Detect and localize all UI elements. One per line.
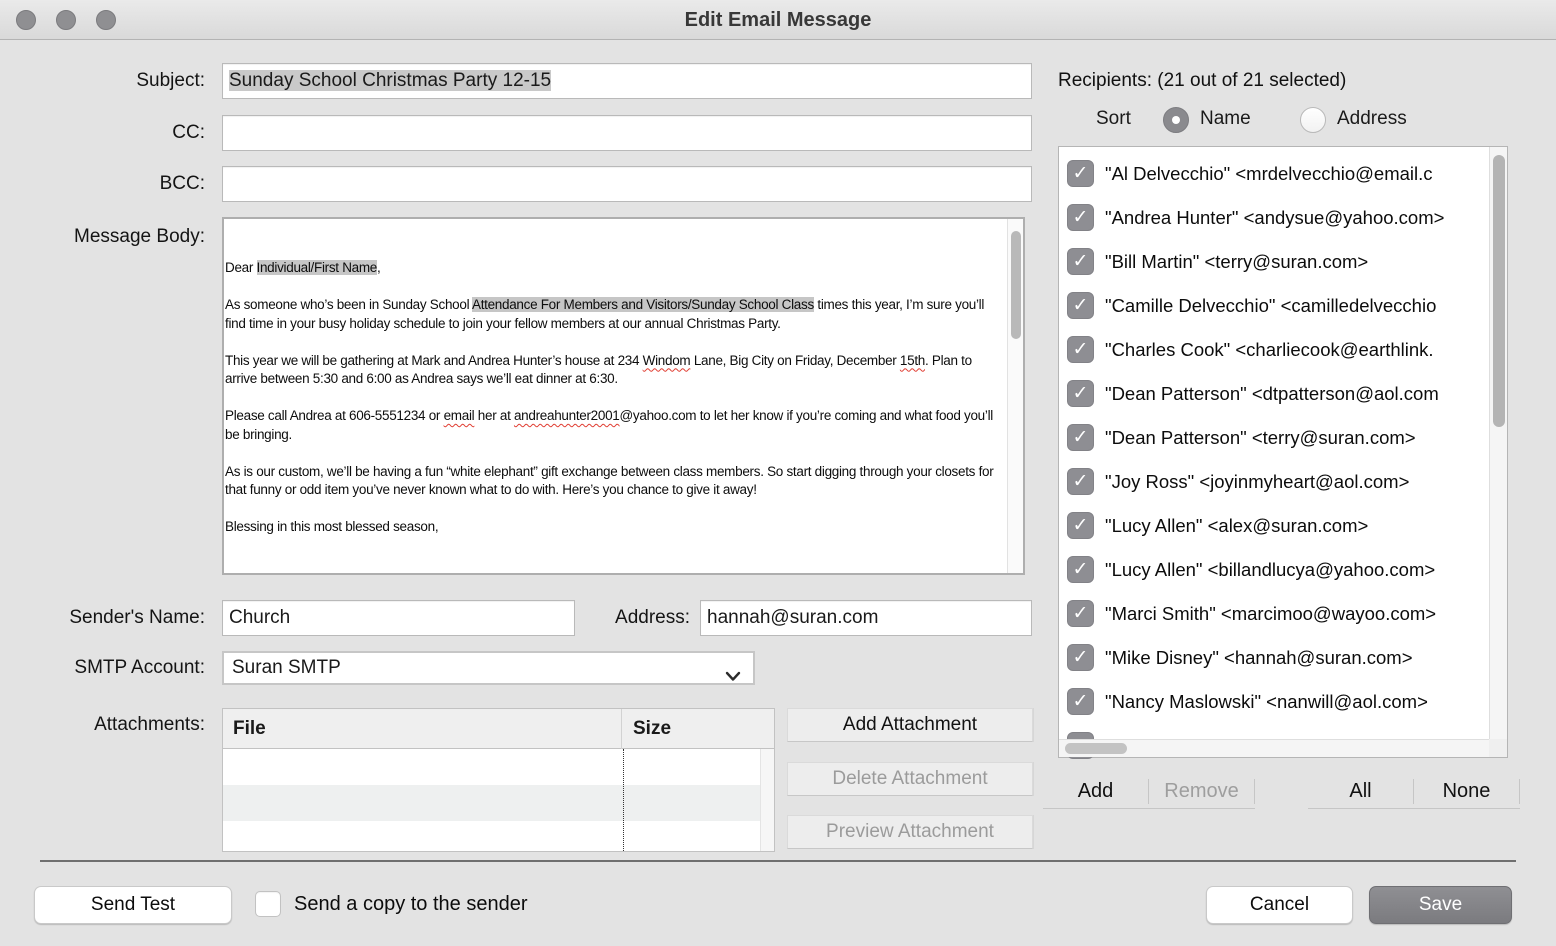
attachments-table[interactable] <box>222 708 775 852</box>
recipient-checkbox[interactable] <box>1067 688 1094 715</box>
recipient-checkbox[interactable] <box>1067 336 1094 363</box>
message-body-text <box>217 219 1007 573</box>
sort-by-name-radio[interactable] <box>1163 107 1189 133</box>
list-item[interactable]: ✓ "Lucy Allen" <alex@suran.com> <box>1059 505 1489 549</box>
check-icon: ✓ <box>1072 559 1089 580</box>
table-row <box>223 749 760 785</box>
senders-name-label: Sender's Name: <box>69 607 205 628</box>
save-button[interactable]: Save <box>1369 886 1512 924</box>
paragraph: Please call Andrea at 606-5551234 or email her at andreahunter2001@yahoo.com to let her know if you’re coming and what food you’ll be bringing. <box>225 408 993 442</box>
smtp-account-select[interactable] <box>222 651 755 685</box>
list-item[interactable]: ✓ "Mike Disney" <hannah@suran.com> <box>1059 637 1489 681</box>
recipient-checkbox[interactable] <box>1067 644 1094 671</box>
recipient-checkbox[interactable] <box>1067 160 1094 187</box>
smtp-account-label: SMTP Account: <box>74 657 205 678</box>
recipient-checkbox[interactable] <box>1067 468 1094 495</box>
attachments-rows <box>223 749 760 851</box>
window-title: Edit Email Message <box>684 9 872 31</box>
merge-field-token: Individual/First Name <box>256 260 378 275</box>
select-all-button[interactable]: All <box>1349 780 1372 802</box>
cc-label: CC: <box>172 122 205 143</box>
address-input[interactable]: hannah@suran.com <box>700 600 1032 636</box>
subject-selected-text: Sunday School Christmas Party 12-15 <box>229 70 552 91</box>
send-test-button[interactable]: Send Test <box>34 886 232 924</box>
sort-by-address-label[interactable]: Address <box>1337 108 1407 129</box>
list-item[interactable]: ✓ "Al Delvecchio" <mrdelvecchio@email.c <box>1059 153 1489 197</box>
message-body-scrollbar[interactable] <box>1007 219 1023 573</box>
table-row <box>223 785 760 821</box>
remove-recipient-button[interactable]: Remove <box>1164 780 1239 802</box>
check-icon: ✓ <box>1072 163 1089 184</box>
attachments-scrollbar-track[interactable] <box>760 749 774 851</box>
address-label: Address: <box>615 607 690 628</box>
table-row <box>223 821 760 852</box>
size-column-header[interactable]: Size <box>633 718 672 739</box>
column-divider <box>623 749 624 851</box>
attachments-label: Attachments: <box>94 714 205 735</box>
list-item[interactable]: ✓ "Marci Smith" <marcimoo@wayoo.com> <box>1059 593 1489 637</box>
list-item[interactable]: ✓ "Charles Cook" <charliecook@earthlink. <box>1059 329 1489 373</box>
chevron-down-icon <box>725 662 741 692</box>
check-icon: ✓ <box>1072 603 1089 624</box>
paragraph: As someone who’s been in Sunday School Attendance For Members and Visitors/Sunday School Class times this year, I’m sure you’ll find time in your busy holiday schedule to join your fellow members at our annual Christmas Party. <box>225 297 985 331</box>
paragraph: This year we will be gathering at Mark and Andrea Hunter’s house at 234 Windom Lane, Big City on Friday, December 15th. Plan to arrive between 5:30 and 6:00 as Andrea says we’ll eat dinner at 6:30. <box>225 352 972 386</box>
check-icon: ✓ <box>1072 691 1089 712</box>
list-item[interactable]: ✓ "Andrea Hunter" <andysue@yahoo.com> <box>1059 197 1489 241</box>
scrollbar-corner <box>1489 739 1507 757</box>
check-icon: ✓ <box>1072 339 1089 360</box>
smtp-account-value: Suran SMTP <box>232 657 341 678</box>
add-attachment-button[interactable]: Add Attachment <box>787 708 1033 742</box>
check-icon: ✓ <box>1072 295 1089 316</box>
button-separator <box>1254 779 1255 804</box>
preview-attachment-button[interactable]: Preview Attachment <box>787 815 1033 849</box>
recipients-vertical-scrollbar[interactable] <box>1489 147 1507 739</box>
list-item[interactable]: ✓ "Joy Ross" <joyinmyheart@aol.com> <box>1059 461 1489 505</box>
sort-label: Sort <box>1096 108 1131 129</box>
add-remove-button-group <box>1043 775 1255 809</box>
paragraph: Blessing in this most blessed season, <box>225 519 439 534</box>
paragraph: Dear Individual/First Name, <box>225 260 381 275</box>
merge-field-token: Attendance For Members and Visitors/Sunday School Class <box>471 297 814 312</box>
misspelled-word: Windom <box>642 352 691 368</box>
scrollbar-thumb[interactable] <box>1493 155 1505 427</box>
recipients-header: Recipients: (21 out of 21 selected) <box>1058 70 1347 91</box>
check-icon: ✓ <box>1072 251 1089 272</box>
cancel-button[interactable]: Cancel <box>1206 886 1353 924</box>
check-icon: ✓ <box>1072 383 1089 404</box>
footer-divider <box>40 860 1516 862</box>
check-icon: ✓ <box>1072 207 1089 228</box>
check-icon: ✓ <box>1072 427 1089 448</box>
all-none-button-group <box>1308 775 1520 809</box>
bcc-label: BCC: <box>159 173 205 194</box>
misspelled-word: 15th <box>899 352 925 368</box>
recipient-checkbox[interactable] <box>1067 380 1094 407</box>
delete-attachment-button[interactable]: Delete Attachment <box>787 762 1033 796</box>
senders-name-input[interactable]: Church <box>222 600 575 636</box>
paragraph: As is our custom, we’ll be having a fun “white elephant” gift exchange between class members. So start digging through your closets for that funny or odd item you’ve never known what to do with. Here’s you chance to give it away! <box>225 463 994 497</box>
recipient-checkbox[interactable] <box>1067 556 1094 583</box>
send-copy-checkbox[interactable] <box>255 891 281 917</box>
list-item[interactable]: ✓ "Nancy Maslowski" <nanwill@aol.com> <box>1059 681 1489 725</box>
recipient-checkbox[interactable] <box>1067 512 1094 539</box>
misspelled-word: email <box>443 408 475 423</box>
attachments-table-header <box>223 709 774 749</box>
bcc-input[interactable] <box>222 166 1032 202</box>
file-column-header[interactable]: File <box>223 709 622 749</box>
list-item[interactable]: ✓ "Dean Patterson" <terry@suran.com> <box>1059 417 1489 461</box>
recipient-checkbox[interactable] <box>1067 424 1094 451</box>
scrollbar-thumb[interactable] <box>1011 231 1021 339</box>
select-none-button[interactable]: None <box>1442 780 1491 802</box>
list-item[interactable]: ✓ "Dean Patterson" <dtpatterson@aol.com <box>1059 373 1489 417</box>
scrollbar-thumb[interactable] <box>1065 743 1127 754</box>
check-icon: ✓ <box>1072 647 1089 668</box>
recipient-checkbox[interactable] <box>1067 248 1094 275</box>
recipient-checkbox[interactable] <box>1067 600 1094 627</box>
recipients-rows <box>1059 147 1489 739</box>
sort-by-address-radio[interactable] <box>1300 107 1326 133</box>
check-icon: ✓ <box>1072 515 1089 536</box>
button-separator <box>1519 779 1520 804</box>
subject-label: Subject: <box>136 70 205 91</box>
cc-input[interactable] <box>222 115 1032 151</box>
recipient-checkbox[interactable] <box>1067 204 1094 231</box>
send-copy-label[interactable]: Send a copy to the sender <box>294 893 528 915</box>
check-icon: ✓ <box>1072 471 1089 492</box>
list-item[interactable]: ✓ "Bill Martin" <terry@suran.com> <box>1059 241 1489 285</box>
message-body-label: Message Body: <box>74 226 205 247</box>
message-body-editor[interactable] <box>222 217 1025 575</box>
recipients-horizontal-scrollbar[interactable] <box>1059 739 1489 757</box>
recipient-checkbox[interactable] <box>1067 292 1094 319</box>
title-bar <box>0 0 1556 40</box>
sort-by-name-label[interactable]: Name <box>1200 108 1251 129</box>
list-item[interactable]: ✓ "Lucy Allen" <billandlucya@yahoo.com> <box>1059 549 1489 593</box>
add-recipient-button[interactable]: Add <box>1077 780 1114 802</box>
subject-input[interactable] <box>222 63 1032 99</box>
recipients-list[interactable] <box>1058 146 1508 758</box>
misspelled-word: andreahunter2001 <box>513 408 620 423</box>
list-item[interactable]: ✓ "Camille Delvecchio" <camilledelvecchio <box>1059 285 1489 329</box>
